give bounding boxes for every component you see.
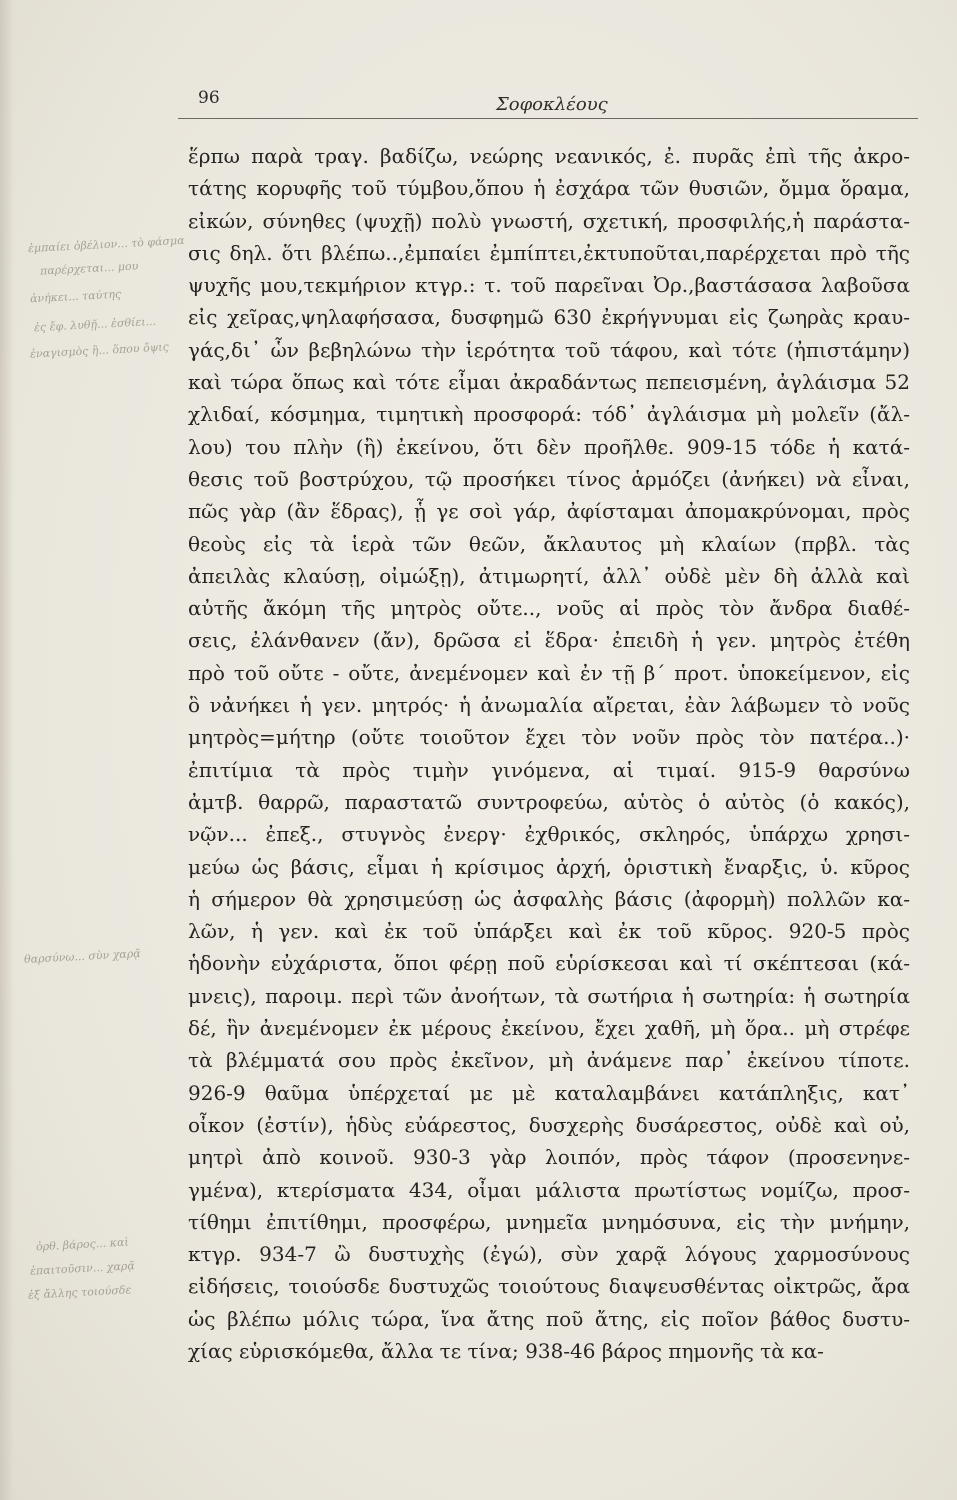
margin-note: ἀνήκει... ταύτης: [29, 287, 122, 306]
running-title: Σοφοκλέους: [496, 94, 608, 115]
text-line: τὰ βλέμματά σου πρὸς ἐκεῖνον, μὴ ἀνάμενε παρ᾽ ἐκείνου τίποτε.: [188, 1048, 910, 1073]
margin-note: ὀρθ. βάρος... καὶ: [35, 1235, 129, 1254]
margin-note: ἐμπαίει ὀβέλιον... τὸ φάσμα: [27, 233, 185, 256]
text-line: νῷν... ἐπεξ., στυγνὸς ἐνεργ· ἐχθρικός, σκληρός, ὑπάρχω χρησι-: [188, 822, 910, 847]
text-line: μητρὸς=μήτηρ (οὔτε τοιοῦτον ἔχει τὸν νοῦν πρὸς τὸν πατέρα..)·: [188, 725, 910, 750]
text-line: ἕρπω παρὰ τραγ. βαδίζω, νεώρης νεανικός, ἐ. πυρᾶς ἐπὶ τῆς ἀκρο-: [188, 144, 910, 168]
text-line: λου) του πλὴν (ἢ) ἐκείνου, ὅτι δὲν προῆλθε. 909-15 τόδε ἡ κατά-: [188, 434, 910, 459]
text-line: χλιδαί, κόσμημα, τιμητικὴ προσφορά: τόδ᾽ ἀγλάισμα μὴ μολεῖν (ἄλ-: [188, 402, 910, 427]
text-line: λῶν, ἡ γεν. καὶ ἐκ τοῦ ὑπάρξει καὶ ἐκ τοῦ κῦρος. 920-5 πρὸς: [188, 919, 910, 944]
text-line: εἰδήσεις, τοιούσδε δυστυχῶς τοιούτους διαψευσθέντας οἰκτρῶς, ἄρα: [188, 1274, 910, 1299]
text-line: ὡς βλέπω μόλις τώρα, ἵνα ἄτης ποῦ ἄτης, εἰς ποῖον βάθος δυστυ-: [188, 1306, 910, 1331]
margin-note: ἐς ἔφ. λυθῇ... ἐσθίει...: [33, 314, 157, 335]
text-line: αὐτῆς ἄκόμη τῆς μητρὸς οὔτε.., νοῦς αἱ πρὸς τὸν ἄνδρα διαθέ-: [188, 596, 910, 621]
text-line: θεσις τοῦ βοστρύχου, τῷ προσήκει τίνος ἁρμόζει (ἀνήκει) νὰ εἶναι,: [188, 466, 910, 491]
text-line: εἰκών, σύνηθες (ψυχῇ) πολὺ γνωστή, σχετική, προσφιλής,ἡ παράστα-: [188, 208, 910, 233]
page-header: [178, 88, 918, 119]
text-line: ἡ σήμερον θὰ χρησιμεύσῃ ὡς ἀσφαλὴς βάσις (ἀφορμὴ) πολλῶν κα-: [188, 886, 910, 911]
text-line: θεοὺς εἰς τὰ ἱερὰ τῶν θεῶν, ἄκλαυτος μὴ κλαίων (πρβλ. τὰς: [188, 531, 910, 556]
handwritten-margin-notes: [0, 0, 190, 1500]
text-line: μεύω ὡς βάσις, εἶμαι ἡ κρίσιμος ἀρχή, ὁριστικὴ ἔναρξις, ὑ. κῦρος: [188, 854, 910, 879]
text-line: ἐπιτίμια τὰ πρὸς τιμὴν γινόμενα, αἱ τιμαί. 915-9 θαρσύνω: [188, 757, 910, 782]
text-line: καὶ τώρα ὅπως καὶ τότε εἶμαι ἀκραδάντως πεπεισμένη, ἀγλάισμα 52: [188, 370, 910, 395]
text-line: ὃ νἀνήκει ἡ γεν. μητρός· ἡ ἀνωμαλία αἴρεται, ἐὰν λάβωμεν τὸ νοῦς: [188, 693, 910, 718]
text-line: 926-9 θαῦμα ὑπέρχεταί με μὲ καταλαμβάνει κατάπληξις, κατ᾽: [188, 1080, 910, 1105]
text-line: εἰς χεῖρας,ψηλαφήσασα, δυσφημῶ 630 ἐκρήγνυμαι εἰς ζωηρὰς κραυ-: [188, 305, 910, 330]
margin-note: παρέρχεται... μου: [39, 259, 139, 278]
margin-note: ἐναγισμὸς ἢ... ὅπου ὄψις: [29, 340, 170, 361]
text-line: δέ, ἣν ἀνεμένομεν ἐκ μέρους ἐκείνου, ἔχει χαθῆ, μὴ ὅρα.. μὴ στρέφε: [188, 1016, 910, 1041]
margin-note: ἐπαιτοῦσιν... χαρᾷ: [29, 1259, 136, 1278]
text-line: σις δηλ. ὅτι βλέπω..,ἐμπαίει ἐμπίπτει,ἐκτυποῦται,παρέρχεται πρὸ τῆς: [188, 240, 910, 265]
text-line: πῶς γὰρ (ἂν ἕδρας), ᾗ γε σοὶ γάρ, ἀφίσταμαι ἀπομακρύνομαι, πρὸς: [188, 499, 910, 524]
text-line: ἡδονὴν εὐχάριστα, ὅποι φέρῃ ποῦ εὑρίσκεσαι καὶ τί σκέπτεσαι (κά-: [188, 951, 910, 976]
text-line: μνεις), παροιμ. περὶ τῶν ἀνοήτων, τὰ σωτήρια ἡ σωτηρία: ἡ σωτηρία: [188, 983, 910, 1008]
margin-note: θαρσύνω... σὺν χαρᾷ: [23, 946, 141, 967]
margin-note: ἐξ ἄλλης τοιούσδε: [27, 1283, 132, 1302]
page-number: 96: [198, 88, 220, 108]
text-line: μητρὶ ἀπὸ κοινοῦ. 930-3 γὰρ λοιπόν, πρὸς τάφον (προσενηνε-: [188, 1145, 910, 1170]
text-line: γάς,δι᾽ ὧν βεβηλώνω τὴν ἱερότητα τοῦ τάφου, καὶ τότε (ἠπιστάμην): [188, 337, 910, 362]
text-line: χίας εὑρισκόμεθα, ἄλλα τε τίνα; 938-46 βάρος πημονῆς τὰ κα-: [188, 1338, 824, 1363]
text-line: ἀπειλὰς κλαύσῃ, οἰμώξῃ), ἀτιμωρητί, ἀλλ᾽ οὐδὲ μὲν δὴ ἀλλὰ καὶ: [188, 563, 910, 588]
text-line: τάτης κορυφῆς τοῦ τύμβου,ὅπου ἡ ἐσχάρα τῶν θυσιῶν, ὄμμα ὅραμα,: [188, 176, 910, 201]
text-line: ψυχῆς μου,τεκμήριον κτγρ.: τ. τοῦ παρεῖναι Ὀρ.,βαστάσασα λαβοῦσα: [188, 273, 910, 298]
text-line: κτγρ. 934-7 ὢ δυστυχὴς (ἐγώ), σὺν χαρᾷ λόγους χαρμοσύνους: [188, 1242, 910, 1267]
text-line: οἶκον (ἐστίν), ἡδὺς εὐάρεστος, δυσχερὴς δυσάρεστος, οὐδὲ καὶ οὐ,: [188, 1112, 910, 1137]
text-line: πρὸ τοῦ οὔτε - οὔτε, ἀνεμένομεν καὶ ἐν τῇ β΄ προτ. ὑποκείμενον, εἰς: [188, 660, 910, 685]
text-line: ἀμτβ. θαρρῶ, παραστατῶ συντροφεύω, αὑτὸς ὁ αὐτὸς (ὁ κακός),: [188, 789, 910, 814]
text-line: γμένα), κτερίσματα 434, οἶμαι μάλιστα πρωτίστως νομίζω, προσ-: [188, 1177, 910, 1202]
commentary-text: [188, 140, 910, 1367]
text-line: σεις, ἐλάνθανεν (ἄν), δρῶσα εἰ ἕδρα· ἐπειδὴ ἡ γεν. μητρὸς ἐτέθη: [188, 628, 910, 653]
text-line: τίθημι ἐπιτίθημι, προσφέρω, μνημεῖα μνημόσυνα, εἰς τὴν μνήμην,: [188, 1209, 910, 1234]
